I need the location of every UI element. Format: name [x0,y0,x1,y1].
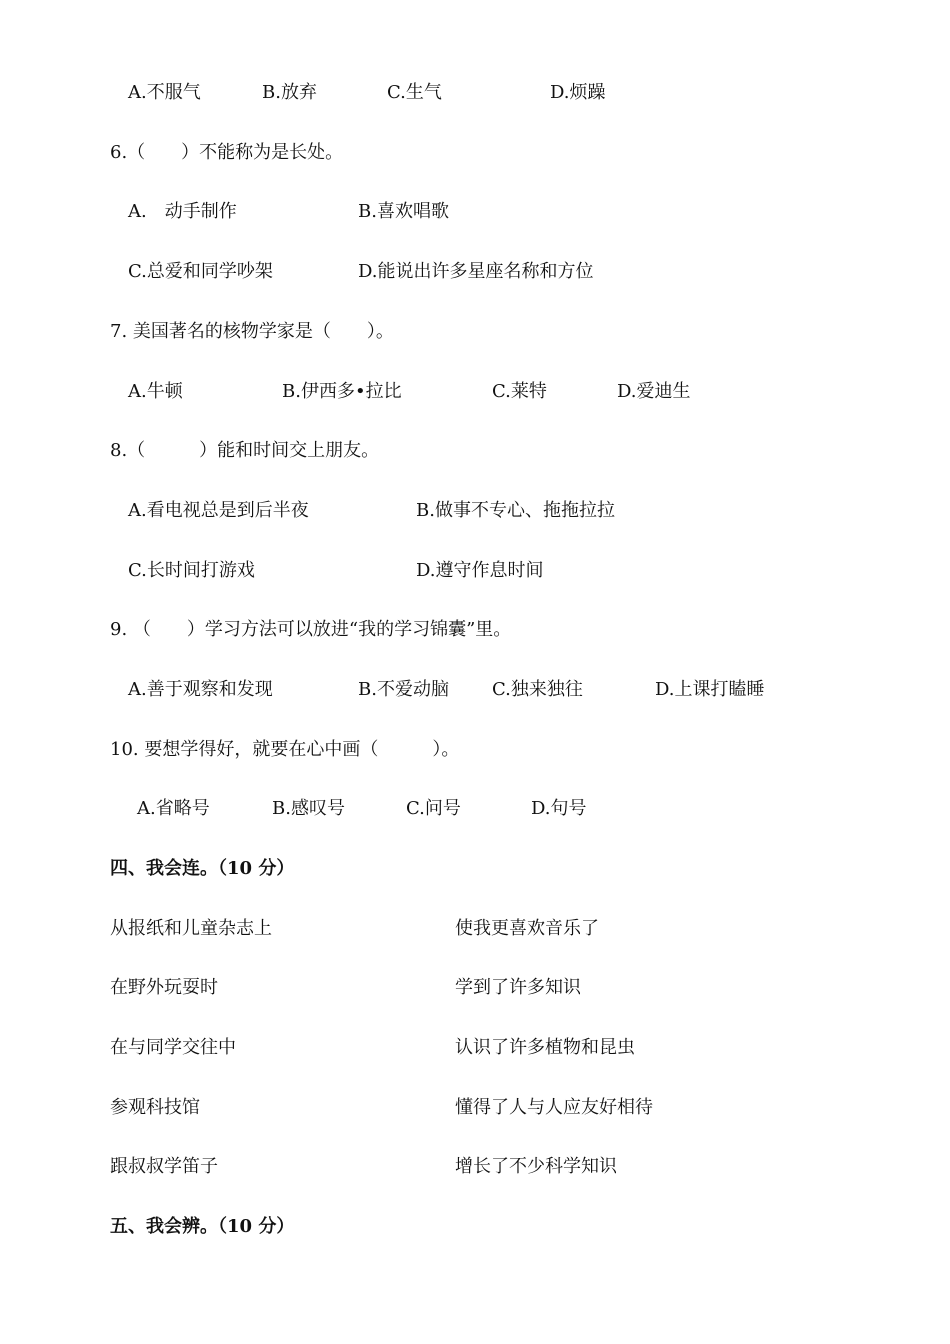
q7-stem: 7. 美国著名的核物学家是（ ）。 [110,321,394,342]
q10-option-c: C.问号 [406,798,461,819]
q8-option-b: B.做事不专心、拖拖拉拉 [416,500,615,521]
q8-option-d: D.遵守作息时间 [416,560,544,581]
q10-stem: 10. 要想学得好，就要在心中画（ ）。 [110,739,460,760]
q6-stem: 6.（ ）不能称为是长处。 [110,142,344,163]
matching-left-item: 跟叔叔学笛子 [110,1156,218,1177]
q10-option-d: D.句号 [531,798,587,819]
q9-option-d: D.上课打瞌睡 [655,679,765,700]
q10-option-b: B.感叹号 [272,798,345,819]
q7-option-c: C.莱特 [492,381,547,402]
matching-right-item: 懂得了人与人应友好相待 [455,1097,653,1118]
matching-left-item: 参观科技馆 [110,1097,200,1118]
q6-option-d: D.能说出许多星座名称和方位 [358,261,594,282]
q9-option-b: B.不爱动脑 [358,679,449,700]
matching-left-item: 在野外玩耍时 [110,977,218,998]
matching-right-item: 增长了不少科学知识 [455,1156,617,1177]
q9-option-c: C.独来独往 [492,679,583,700]
q5-option-c: C.生气 [387,82,442,103]
q5-option-d: D.烦躁 [550,82,606,103]
q8-stem: 8.（ ）能和时间交上朋友。 [110,440,380,461]
q10-option-a: A.省略号 [137,798,210,819]
matching-left-item: 在与同学交往中 [110,1037,236,1058]
q5-option-a: A.不服气 [128,82,201,103]
q6-option-c: C.总爱和同学吵架 [128,261,273,282]
q8-option-c: C.长时间打游戏 [128,560,255,581]
section5-heading: 五、我会辨。（10 分） [110,1216,295,1237]
q8-option-a: A.看电视总是到后半夜 [128,500,309,521]
q7-option-a: A.牛顿 [128,381,183,402]
q6-option-a: A. 动手制作 [128,201,237,222]
q9-option-a: A.善于观察和发现 [128,679,273,700]
matching-right-item: 学到了许多知识 [455,977,581,998]
q6-option-b: B.喜欢唱歌 [358,201,449,222]
section4-heading: 四、我会连。（10 分） [110,858,295,879]
q7-option-b: B.伊西多•拉比 [282,381,402,402]
q5-option-b: B.放弃 [262,82,317,103]
q9-stem: 9. （ ）学习方法可以放进“我的学习锦囊”里。 [110,619,512,640]
matching-right-item: 使我更喜欢音乐了 [455,918,599,939]
matching-left-item: 从报纸和儿童杂志上 [110,918,272,939]
q7-option-d: D.爱迪生 [617,381,691,402]
matching-right-item: 认识了许多植物和昆虫 [455,1037,635,1058]
